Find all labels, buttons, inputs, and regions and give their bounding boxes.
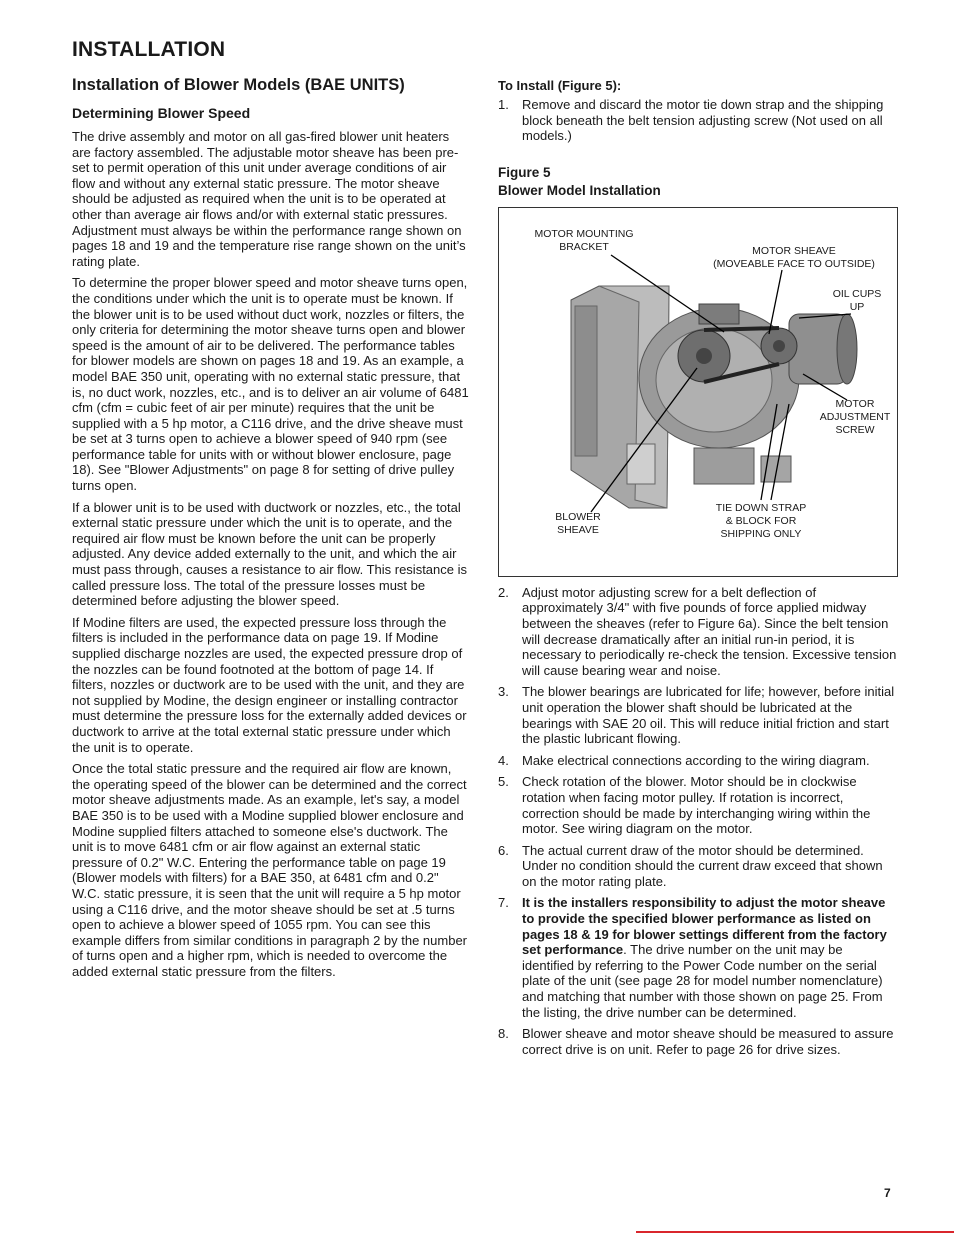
gas-valve	[694, 448, 754, 484]
steps-list-top	[498, 97, 898, 144]
step-text: Adjust motor adjusting screw for a belt deflection of approximately 3/4" with five pounds of force applied midway between the sheaves (refer to Figure 6a). Since the belt tension will decrease dramatically after an initial run-in period, it is necessary to periodically re-check the tension. Excessive tension will cause bearing wear and noise.	[522, 584, 897, 678]
motor-end	[837, 314, 857, 384]
step-number: 2.	[498, 584, 509, 600]
label-blower-sheave: BLOWER SHEAVE	[555, 510, 601, 536]
step-item	[498, 97, 898, 144]
footer-accent-rule	[636, 1231, 954, 1233]
leader-motor-sheave	[769, 270, 782, 334]
data-plate	[627, 444, 655, 484]
subsection-title: Determining Blower Speed	[72, 105, 251, 121]
control-box	[761, 456, 791, 482]
label-motor-sheave: MOTOR SHEAVE (MOVEABLE FACE TO OUTSIDE)	[713, 244, 875, 270]
right-column	[498, 78, 898, 1063]
housing-panel	[575, 306, 597, 456]
steps-list-main	[498, 585, 898, 1058]
label-motor-mounting-bracket: MOTOR MOUNTING BRACKET	[534, 227, 634, 253]
step-number: 1.	[498, 97, 509, 112]
step-item	[498, 753, 898, 769]
page-number: 7	[884, 1186, 891, 1200]
step-text: Check rotation of the blower. Motor should be in clockwise rotation when facing motor pulley. If rotation is incorrect, correction should be made by interchanging wiring within the motor. See wiring diagram on the motor.	[522, 774, 871, 837]
left-column	[72, 76, 470, 985]
label-tie-down-strap: TIE DOWN STRAP & BLOCK FOR SHIPPING ONLY	[715, 501, 807, 540]
step-number: 6.	[498, 842, 509, 858]
page-title: INSTALLATION	[72, 38, 226, 61]
step-number: 7.	[498, 895, 509, 911]
label-oil-cups: OIL CUPS UP	[832, 287, 882, 313]
figure-title: Blower Model Installation	[498, 182, 661, 198]
label-motor-adjustment-screw: MOTOR ADJUSTMENT SCREW	[819, 397, 891, 436]
step-item	[498, 895, 898, 1020]
install-heading: To Install (Figure 5):	[498, 78, 622, 93]
step-text: The actual current draw of the motor should be determined. Under no condition should the current draw exceed that shown on the motor rating plate.	[522, 842, 883, 889]
step-text: . The drive number on the unit may be identified by referring to the Power Code number on the serial plate of the unit (see page 28 for model number nomenclature) and matching that number with those shown on page 25. From the listing, the drive number can be determined.	[522, 942, 883, 1020]
figure-number: Figure 5	[498, 164, 551, 180]
section-title: Installation of Blower Models (BAE UNITS)	[72, 76, 405, 94]
step-item	[498, 843, 898, 890]
paragraph-filters: If Modine filters are used, the expected pressure loss through the filters is included in the performance data on page 19. If Modine supplied discharge nozzles are used, the expected pressure drop of the nozzles can be found footnoted at the bottom of page 14. If filters, nozzles or ductwork are to be used with the unit, and they are not supplied by Modine, the design engineer or installing contractor must determine the pressure loss for the externally added devices or ductwork to arrive at the total external static pressure under which the unit is to operate.	[72, 614, 467, 755]
step-text: The blower bearings are lubricated for life; however, before initial unit operation the blower shaft should be lubricated at the bearings with SAE 20 oil. This will reduce initial friction and start the plastic lubricant flowing.	[522, 684, 895, 747]
step-item	[498, 684, 898, 746]
step-number: 5.	[498, 774, 509, 790]
step-item	[498, 585, 898, 679]
step-text: Blower sheave and motor sheave should be measured to assure correct drive is on unit. Refer to page 26 for drive sizes.	[522, 1026, 894, 1057]
step-number: 8.	[498, 1026, 509, 1042]
paragraph-ductwork: If a blower unit is to be used with ductwork or nozzles, etc., the total external static pressure under which the unit is to operate, and the required air flow must be known before the unit can be properly adjusted. Any device added externally to the unit, and which the air must pass through, causes a resistance to air flow. This resistance is called pressure loss. The total of the pressure losses must be determined before adjusting the blower speed.	[72, 499, 467, 609]
paragraph-example: Once the total static pressure and the required air flow are known, the operating speed of the blower can be determined and the correct motor sheave adjustments made. As an example, let's say, a model BAE 350 is to be used with a Modine supplied blower enclosure and Modine supplied filters attached to someone else's ductwork. The unit is to move 6481 cfm or air flow against an external static pressure of 0.2" W.C. Entering the performance table on page 19 (Blower models with filters) for a BAE 350, at 6481 cfm and 0.2" W.C. static pressure, it is seen that the unit will require a 5 hp motor using a C116 drive, and the motor sheave should be set at .5 turns open to achieve a blower speed of 1055 rpm. You can see this example differs from similar conditions in paragraph 2 by the number of turns open and a higher rpm, which is needed to overcome the added external static pressure from the filters.	[72, 761, 468, 979]
motor-mounting-bracket	[699, 304, 739, 324]
paragraph-intro: The drive assembly and motor on all gas-fired blower unit heaters are factory assembled. The adjustable motor sheave has been pre-set to permit operation of this unit under average conditions of air flow and without any external static pressure. The motor sheave should be adjusted as required when the unit is to be operated at other than average air flows and/or with external static pressures. Adjustment must always be within the performance range shown on pages 18 and 19 and the temperature rise range shown on the unit’s rating plate.	[72, 129, 466, 269]
step-item	[498, 774, 898, 836]
figure-5-box	[498, 207, 898, 577]
step-text: Remove and discard the motor tie down strap and the shipping block beneath the belt tension adjusting screw (Not used on all models.)	[522, 97, 884, 144]
step-text: Make electrical connections according to the wiring diagram.	[522, 752, 870, 768]
step-bold-text: It is the installers responsibility to adjust the motor sheave to provide the specified blower performance as listed on pages 18 & 19 for blower settings different from the factory set performance	[522, 895, 887, 958]
step-number: 3.	[498, 684, 509, 700]
figure-caption	[498, 164, 898, 200]
step-item	[498, 1026, 898, 1057]
step-number: 4.	[498, 752, 509, 768]
paragraph-determine-speed: To determine the proper blower speed and motor sheave turns open, the conditions under which the unit is to operate must be known. If the blower unit is to be used without duct work, nozzles or filters, the only criteria for determining the motor sheave turns open and blower speed is the amount of air to be delivered. The performance tables for blower models are shown on pages 18 and 19. As an example, a model BAE 350 unit, operating with no external static pressure, that is, no duct work, nozzles, etc., and is to deliver an air volume of 6481 cfm (cfm = cubic feet of air per minute) requires that the unit be supplied with a 5 hp motor, a C116 drive, and the drive sheave must be set at 3 turns open to achieve a blower speed of 940 rpm (see performance table for units with or without blower enclosure, page 18). See "Blower Adjustments" on page 8 for setting of drive pulley turns open.	[72, 275, 469, 494]
